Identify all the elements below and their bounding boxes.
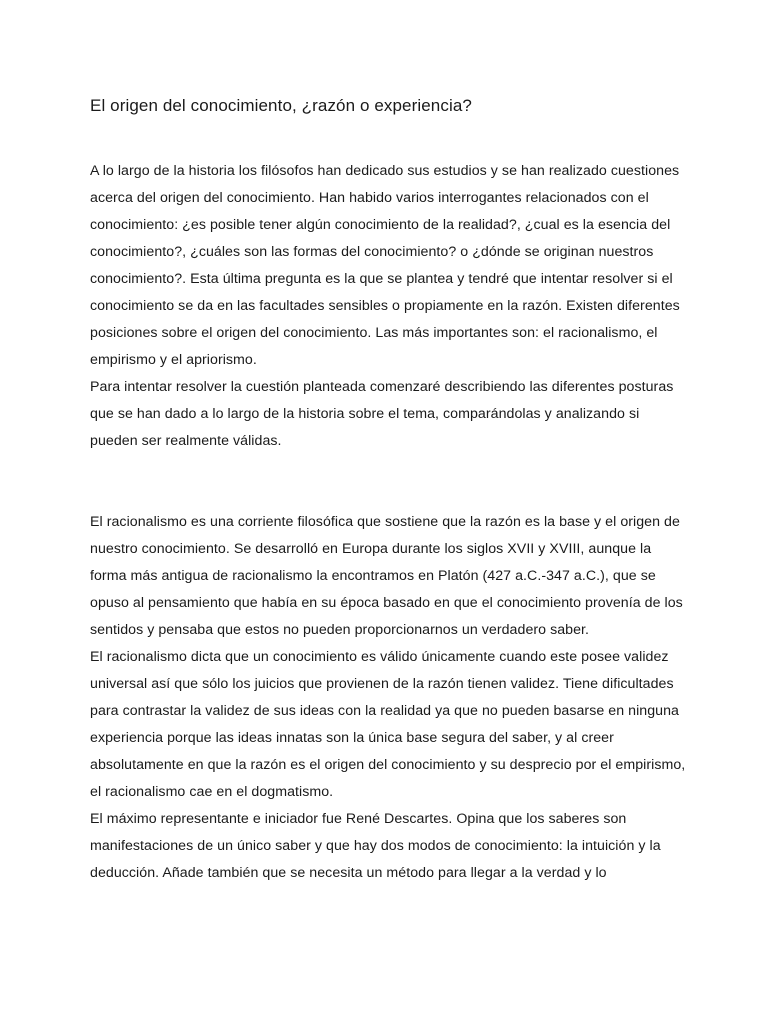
paragraph-intro-2: Para intentar resolver la cuestión planteada comenzaré describiendo las diferentes posturas que se han dado a lo largo de la historia sobre el tema, comparándolas y analizando si pueden ser realmente válidas. [90, 379, 674, 449]
document-page [90, 94, 690, 887]
document-title: El origen del conocimiento, ¿razón o experiencia? [90, 96, 472, 115]
paragraph-racionalismo-2: El racionalismo dicta que un conocimiento es válido únicamente cuando este posee validez universal así que sólo los juicios que provienen de la razón tienen validez. Tiene dificultades para contrastar la validez de sus ideas con la realidad ya que no pueden basarse en ninguna experiencia porque las ideas innatas son la única base segura del saber, y al creer absolutamente en que la razón es el origen del conocimiento y su desprecio por el empirismo, el racionalismo cae en el dogmatismo. [90, 649, 686, 800]
paragraph-racionalismo-3: El máximo representante e iniciador fue René Descartes. Opina que los saberes son manifestaciones de un único saber y que hay dos modos de conocimiento: la intuición y la deducción. Añade también que se necesita un método para llegar a la verdad y lo [90, 811, 661, 881]
section-racionalismo [90, 509, 690, 887]
section-spacer [90, 455, 690, 509]
paragraph-intro-1: A lo largo de la historia los filósofos han dedicado sus estudios y se han realizado cuestiones acerca del origen del conocimiento. Han habido varios interrogantes relacionados con el conocimiento: ¿es posible tener algún conocimiento de la realidad?, ¿cual es la esencia del conocimiento?, ¿cuáles son las formas del conocimiento? o ¿dónde se originan nuestros conocimiento?. Esta última pregunta es la que se plantea y tendré que intentar resolver si el conocimiento se da en las facultades sensibles o propiamente en la razón. Existen diferentes posiciones sobre el origen del conocimiento. Las más importantes son: el racionalismo, el empirismo y el apriorismo. [90, 163, 680, 368]
paragraph-racionalismo-1: El racionalismo es una corriente filosófica que sostiene que la razón es la base y el origen de nuestro conocimiento. Se desarrolló en Europa durante los siglos XVII y XVIII, aunque la forma más antigua de racionalismo la encontramos en Platón (427 a.C.-347 a.C.), que se opuso al pensamiento que había en su época basado en que el conocimiento provenía de los sentidos y pensaba que estos no pueden proporcionarnos un verdadero saber. [90, 514, 683, 638]
section-introduction [90, 158, 690, 455]
